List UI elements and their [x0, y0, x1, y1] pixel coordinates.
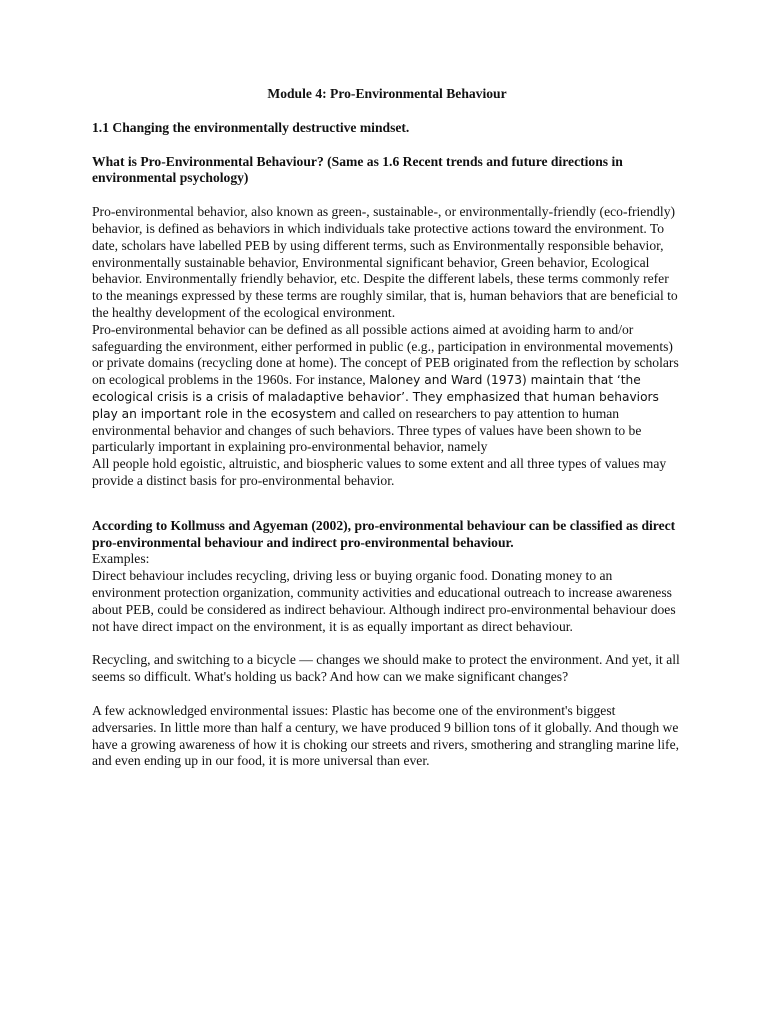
kollmuss-heading: According to Kollmuss and Agyeman (2002), pro-environmental behaviour can be classified as direct pro-environmental behaviour and indirect pro-environmental behaviour. — [92, 517, 676, 550]
section-heading: 1.1 Changing the environmentally destructive mindset. — [92, 119, 410, 135]
paragraph-plastic: A few acknowledged environmental issues: Plastic has become one of the environment's biggest adversaries. In little more than half a century, we have produced 9 billion tons of it globally. And though we have a growing awareness of how it is choking our streets and rivers, smothering and strangling marine life, and even ending up in our food, it is more universal than ever. — [92, 702, 680, 769]
maloney-ward-quote: Maloney and Ward (1973) maintain that ‘the ecological crisis is a crisis of maladaptive behavior’. They emphasized that human behaviors play an important role in the ecosystem — [92, 373, 659, 421]
paragraph-direct-behaviour: Direct behaviour includes recycling, driving less or buying organic food. Donating money to an environment protection organization, community activities and educational outreach to increase awareness about PEB, could be considered as indirect behaviour. Although indirect pro-environmental behaviour does not have direct impact on the environment, it is as equally important as direct behaviour. — [92, 568, 676, 634]
document-title: Module 4: Pro-Environmental Behaviour — [267, 86, 507, 101]
paragraph-concept — [92, 322, 682, 456]
paragraph-concept-start: Pro-environmental behavior can be defined as all possible actions aimed at avoiding harm to and/or safeguarding the environment, either performed in public (e.g., participation in environmental movements) or private domains (recycling done at home). The concept of PEB originated from the reflection by scholars on ecological problems in the 1960s. For instance, — [92, 321, 679, 388]
paragraph-recycling: Recycling, and switching to a bicycle — changes we should make to protect the environment. And yet, it all seems so difficult. What's holding us back? And how can we make significant changes? — [92, 652, 680, 685]
question-heading: What is Pro-Environmental Behaviour? (Same as 1.6 Recent trends and future directions in environmental psychology) — [92, 153, 623, 186]
examples-label: Examples: — [92, 551, 150, 567]
document-page — [92, 86, 682, 770]
paragraph-definition: Pro-environmental behavior, also known as green-, sustainable-, or environmentally-friendly (eco-friendly) behavior, is defined as behaviors in which individuals take protective actions toward the environment. To date, scholars have labelled PEB by using different terms, such as Environmentally responsible behavior, environmentally sustainable behavior, Environmental significant behavior, Green behavior, Ecological behavior. Environmentally friendly behavior, etc. Despite the different labels, these terms commonly refer to the meanings expressed by these terms are roughly similar, that is, human behaviors that are beneficial to the healthy development of the ecological environment. — [92, 204, 678, 320]
paragraph-values: All people hold egoistic, altruistic, and biospheric values to some extent and all three types of values may provide a distinct basis for pro-environmental behavior. — [92, 456, 667, 488]
paragraph-concept-end: and called on researchers to pay attention to human environmental behavior and changes of such behaviors. Three types of values have been shown to be particularly important in explaining pro-environmental behavior, namely — [92, 405, 642, 455]
